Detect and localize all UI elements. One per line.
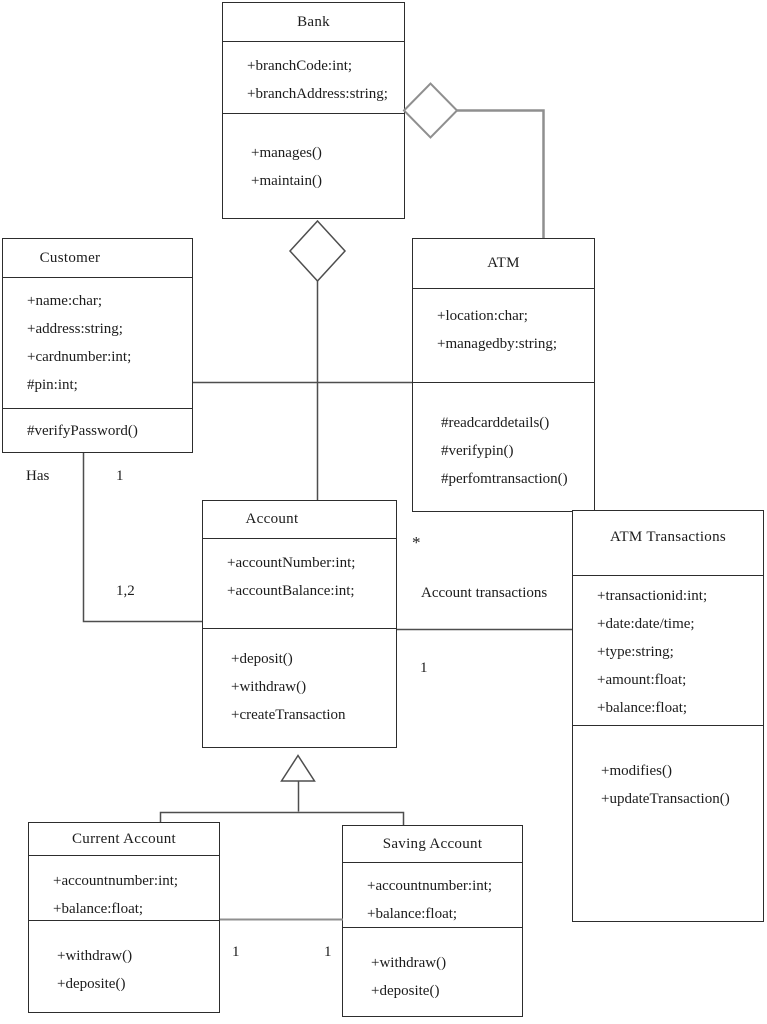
multiplicity-account-one-two: 1,2 [116, 583, 135, 599]
class-atm-transactions-attributes [573, 576, 763, 726]
class-customer-title: Customer [3, 239, 192, 278]
class-method: +maintain() [251, 173, 322, 189]
class-customer [2, 238, 193, 453]
class-attribute: +balance:float; [53, 901, 144, 917]
class-attribute: +managedby:string; [437, 336, 558, 352]
class-saving-account-title: Saving Account [343, 826, 522, 863]
class-current-account [28, 822, 220, 1013]
class-attribute: +amount:float; [597, 672, 687, 688]
class-method: #perfomtransaction() [441, 471, 568, 487]
class-saving-account-methods [343, 928, 522, 1016]
class-attribute: +date:date/time; [597, 616, 695, 632]
class-attribute: +type:string; [597, 644, 674, 660]
class-current-account-title: Current Account [29, 823, 219, 856]
multiplicity-star: * [412, 533, 421, 552]
class-attribute: +branchAddress:string; [247, 86, 388, 102]
class-saving-account [342, 825, 523, 1017]
class-method: +deposite() [57, 976, 126, 992]
association-name-has: Has [26, 468, 50, 484]
class-attribute: +accountnumber:int; [53, 873, 179, 889]
class-account-attributes [203, 539, 396, 629]
class-method: #verifyPassword() [27, 423, 138, 439]
multiplicity-current-one: 1 [232, 944, 240, 960]
class-method: +createTransaction [231, 707, 346, 723]
class-method: +manages() [251, 145, 322, 161]
class-atm-transactions [572, 510, 764, 922]
class-attribute: +accountNumber:int; [227, 555, 356, 571]
class-atm [412, 238, 595, 512]
bank-atm-aggregation-line [457, 111, 544, 239]
class-customer-attributes [3, 278, 192, 409]
class-attribute: +location:char; [437, 308, 528, 324]
class-attribute: +transactionid:int; [597, 588, 708, 604]
class-attribute: +branchCode:int; [247, 58, 353, 74]
class-attribute: +accountBalance:int; [227, 583, 355, 599]
class-attribute: +name:char; [27, 293, 103, 309]
class-bank-attributes [223, 42, 404, 114]
class-account-methods [203, 629, 396, 747]
class-atm-attributes [413, 289, 594, 383]
multiplicity-saving-one: 1 [324, 944, 332, 960]
class-method: +withdraw() [371, 955, 447, 971]
class-attribute: +balance:float; [367, 906, 458, 922]
class-attribute: +cardnumber:int; [27, 349, 132, 365]
class-atm-methods [413, 383, 594, 511]
class-atm-transactions-methods [573, 726, 763, 921]
class-method: +deposite() [371, 983, 440, 999]
class-method: +modifies() [601, 763, 672, 779]
class-bank [222, 2, 405, 219]
class-method: #verifypin() [441, 443, 514, 459]
multiplicity-customer-one: 1 [116, 468, 124, 484]
class-attribute: +address:string; [27, 321, 123, 337]
class-account-title: Account [203, 501, 396, 539]
class-method: +withdraw() [231, 679, 307, 695]
class-current-account-attributes [29, 856, 219, 921]
class-attribute: #pin:int; [27, 377, 78, 393]
class-atm-transactions-title: ATM Transactions [573, 511, 763, 576]
class-bank-methods [223, 114, 404, 218]
bank-account-aggregation-diamond-icon [290, 221, 345, 281]
class-attribute: +accountnumber:int; [367, 878, 493, 894]
class-method: +updateTransaction() [601, 791, 730, 807]
class-saving-account-attributes [343, 863, 522, 928]
class-atm-title: ATM [413, 239, 594, 289]
class-method: +deposit() [231, 651, 293, 667]
class-current-account-methods [29, 921, 219, 1012]
bank-atm-aggregation-diamond-icon [404, 84, 457, 138]
multiplicity-atmtransactions-one: 1 [420, 660, 428, 676]
class-method: +withdraw() [57, 948, 133, 964]
class-method: #readcarddetails() [441, 415, 550, 431]
customer-account-association-line [84, 453, 203, 622]
class-bank-title: Bank [223, 3, 404, 42]
association-name-account-transactions: Account transactions [421, 585, 548, 601]
generalization-triangle-icon [282, 756, 315, 782]
class-account [202, 500, 397, 748]
class-customer-methods [3, 409, 192, 452]
class-attribute: +balance:float; [597, 700, 688, 716]
